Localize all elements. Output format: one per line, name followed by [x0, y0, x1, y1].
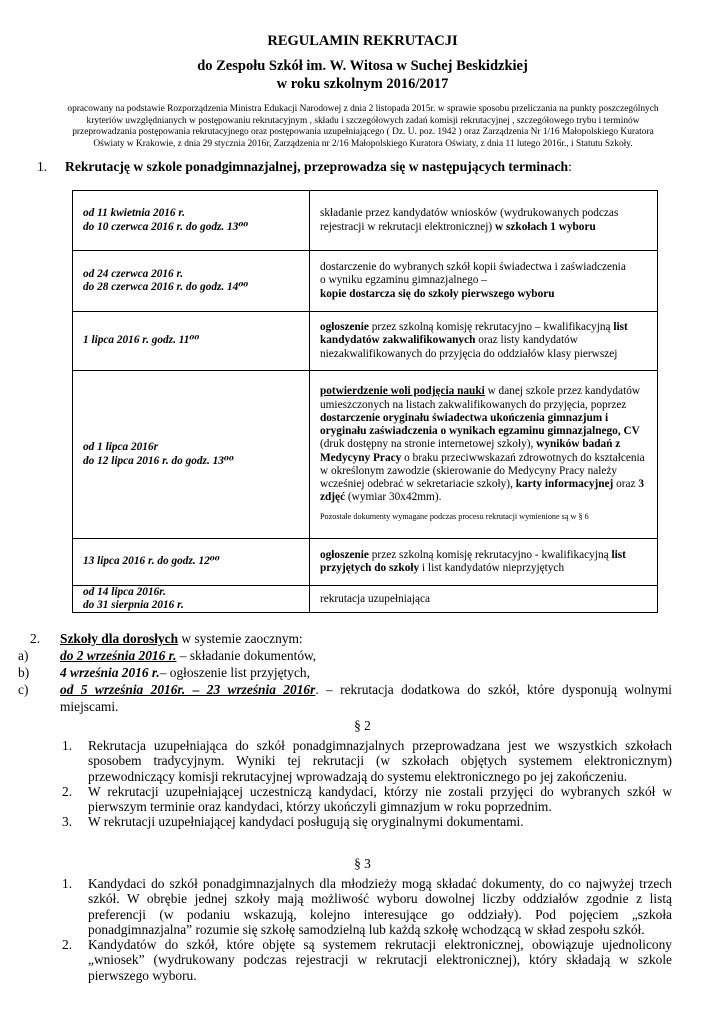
schedule-desc-3-bold1: ogłoszenie [320, 321, 369, 334]
section-2-item-b [18, 664, 672, 681]
schedule-desc-2-bold: kopie dostarcza się do szkoły pierwszego wyboru [320, 287, 555, 300]
schedule-desc-4-p8: oraz [613, 477, 639, 490]
section-2-adult-schools [18, 630, 672, 715]
schedule-date-2-line1: od 24 czerwca 2016 r. [83, 267, 184, 280]
schedule-desc-3-text1: przez szkolną komisję rekrutacyjno – kwalifikacyjną [368, 321, 614, 334]
schedule-row-3 [73, 312, 658, 371]
schedule-row-6 [73, 586, 658, 613]
schedule-date-2 [73, 251, 310, 312]
schedule-date-1 [73, 191, 310, 251]
schedule-row-1 [73, 191, 658, 251]
schedule-desc-5-text1: przez szkolną komisję rekrutacyjno - kwalifikacyjną [368, 548, 612, 561]
section-2-item-a-date: do 2 września 2016 r. [60, 648, 177, 663]
paragraph-3-item-1-text: Kandydaci do szkół ponadgimnazjalnych dla młodzieży mogą składać dokumenty, do co najwyżej trzech szkół. W obrębie jednej szkoły mają możliwość wyboru dowolnej liczby oddziałów zgodnie z listą preferencji (w podaniu wskazują, kolejno interesujące go oddziały). Pod pojęciem „szkoła ponadgimnazjalna” rozumie się szkołę samodzielną lub każdą szkołę wchodzącą w skład zespołu szkół. [88, 876, 672, 937]
paragraph-3-list [62, 876, 672, 983]
schedule-desc-4-p10: (wymiar 30x42mm). [345, 491, 442, 504]
schedule-date-5 [73, 539, 310, 586]
schedule-row-4 [73, 371, 658, 539]
section-2-item-c-text: . – rekrutacja dodatkowa do szkół, które dysponują wolnymi miejscami. [60, 682, 672, 714]
schedule-desc-3 [310, 312, 658, 371]
schedule-desc-4-p9: 3 zdjęć [320, 477, 645, 504]
section-1-heading [37, 159, 572, 175]
paragraph-3-item-1-number: 1. [62, 876, 73, 891]
section-2-item-b-label: b) [18, 665, 30, 680]
schedule-row-5 [73, 539, 658, 586]
section-1-number: 1. [37, 159, 48, 174]
paragraph-3-symbol: § 3 [354, 856, 371, 871]
section-2-number: 2. [30, 631, 41, 646]
paragraph-2-list [62, 738, 672, 830]
section-2-item-b-text: – ogłoszenie list przyjętych, [159, 665, 310, 680]
schedule-date-5-line1: 13 lipca 2016 r. do godz. 12⁰⁰ [83, 555, 220, 568]
paragraph-2-item-2-number: 2. [62, 783, 73, 799]
paragraph-2-item-1 [62, 738, 672, 784]
paragraph-2-item-1-number: 1. [62, 738, 73, 753]
paragraph-3-item-2-text: Kandydatów do szkół, które objęte są systemem rekrutacji elektronicznej, obowiązuje ujednolicony „wniosek” (wydrukowany podczas rejestracji w rekrutacji elektronicznej), który składają w szkole pierwszego wyboru. [88, 937, 672, 983]
schedule-date-2-line2: do 28 czerwca 2016 r. do godz. 14⁰⁰ [83, 281, 249, 293]
section-2-heading [30, 630, 672, 647]
schedule-desc-4-p5: wyników badań z Medycyny Pracy [320, 438, 621, 464]
schedule-date-1-line2: do 10 czerwca 2016 r. do godz. 13⁰⁰ [83, 220, 249, 233]
section-1-title: Rekrutację w szkole ponadgimnazjalnej, przeprowadza się w następujących terminach [65, 159, 569, 174]
document-subtitle-line1: do Zespołu Szkół im. W. Witosa w Suchej Beskidzkiej [197, 58, 528, 74]
schedule-date-4-line2: do 12 lipca 2016 r. do godz. 13⁰⁰ [83, 454, 234, 467]
schedule-desc-4-p7: karty informacyjnej [515, 477, 614, 490]
schedule-desc-4-p4: (druk dostępny na stronie internetowej szkoły), [320, 438, 537, 451]
schedule-desc-4 [310, 371, 658, 539]
schedule-date-3 [73, 312, 310, 371]
schedule-desc-3-bold2: list kandydatów zakwalifikowanych [320, 321, 628, 347]
schedule-desc-4-note: Pozostałe dokumenty wymagane podczas procesu rekrutacji wymienione są w § 6 [320, 512, 589, 522]
schedule-desc-4-p1: potwierdzenie woli podjęcia nauki [320, 385, 485, 398]
schedule-date-1-line1: od 11 kwietnia 2016 r. [83, 207, 186, 220]
schedule-date-6-line1: od 14 lipca 2016r. [83, 586, 166, 598]
schedule-desc-1-text: składanie przez kandydatów wniosków (wydrukowanych podczas rejestracji w rekrutacji elektronicznej) [320, 207, 619, 233]
schedule-desc-1-bold: w szkołach 1 wyboru [495, 220, 596, 233]
paragraph-2-item-3-text: W rekrutacji uzupełniającej kandydaci posługują się oryginalnymi dokumentami. [88, 814, 524, 830]
section-2-item-c-date: od 5 września 2016r. – 23 września 2016r [60, 682, 316, 697]
schedule-desc-2-line2: o wyniku egzaminu gimnazjalnego – [320, 274, 487, 287]
paragraph-3-item-1 [62, 876, 672, 937]
paragraph-2-item-1-text: Rekrutacja uzupełniająca do szkół ponadgimnazjalnych przeprowadzana jest we wszystkich szkołach sposobem tradycyjnym. Wyniki tej rekrutacji (w szkołach objętych systemem elektronicznym) przewodniczący komisji rekrutacyjnej wprowadzają do systemu elektronicznego po jej zakończeniu. [88, 738, 672, 784]
paragraph-2-symbol: § 2 [354, 718, 371, 733]
schedule-row-2 [73, 251, 658, 312]
schedule-date-4 [73, 371, 310, 539]
schedule-desc-6-text: rekrutacja uzupełniająca [320, 592, 431, 605]
schedule-desc-5-bold1: ogłoszenie [320, 548, 369, 561]
schedule-desc-5-text2: i list kandydatów nieprzyjętych [419, 562, 565, 574]
document-title: REGULAMIN REKRUTACJI [267, 33, 458, 49]
section-2-item-c [18, 681, 672, 715]
schedule-date-6-line2: do 31 sierpnia 2016 r. [83, 599, 184, 612]
paragraph-2-item-2 [62, 783, 672, 815]
schedule-table [72, 190, 658, 613]
schedule-desc-1 [310, 191, 658, 251]
schedule-desc-4-p3: dostarczenie oryginału świadectwa ukończenia gimnazjum i oryginału zaświadczenia o wynikach egzaminu gimnazjalnego, CV [320, 411, 640, 438]
schedule-desc-6 [310, 586, 658, 613]
schedule-desc-5-bold2: list przyjętych do szkoły [320, 548, 626, 574]
schedule-date-4-line1: od 1 lipca 2016r [83, 441, 158, 454]
schedule-date-3-line1: 1 lipca 2016 r. godz. 11⁰⁰ [83, 334, 200, 347]
schedule-desc-5 [310, 539, 658, 586]
section-2-heading-rest: w systemie zaocznym: [178, 631, 303, 646]
schedule-desc-2 [310, 251, 658, 312]
schedule-desc-2-line1: dostarczenie do wybranych szkół kopii świadectwa i zaświadczenia [320, 261, 626, 274]
schedule-desc-4-p6: o braku przeciwwskazań zdrowotnych do kształcenia w określonym zawodzie (skierowanie do Medycyny Pracy należy wcześniej odebrać w sekretariacie szkoły), [320, 451, 645, 490]
document-subtitle-line2: w roku szkolnym 2016/2017 [276, 76, 449, 92]
schedule-desc-3-text2: oraz listy kandydatów niezakwalifikowanych do przyjęcia do oddziałów klasy pierwszej [320, 334, 618, 360]
schedule-desc-4-p2: w danej szkole przez kandydatów umieszczonych na listach zakwalifikowanych do przyjęcia, poprzez [320, 385, 641, 411]
section-2-item-c-label: c) [18, 682, 29, 697]
paragraph-2-item-3 [62, 814, 672, 830]
paragraph-2-item-2-text: W rekrutacji uzupełniającej uczestniczą kandydaci, którzy nie zostali przyjęci do wybranych szkół w pierwszym terminie oraz kandydaci, którzy ukończyli gimnazjum w roku poprzednim. [88, 783, 672, 815]
section-2-item-b-date: 4 września 2016 r. [60, 665, 160, 680]
section-2-item-a [18, 647, 672, 664]
legal-basis-text: opracowany na podstawie Rozporządzenia Ministra Edukacji Narodowej z dnia 2 listopada 2015r. w sprawie sposobu przeliczania na punkty poszczególnych kryteriów uwzględnianych w postępowaniu rekrutacyjnym , składu i szczegółowych zadań komisji rekrutacyjnej , szczegółowego trybu i terminów przeprowadzania postępowania rekrutacyjnego oraz postępowania uzupełniającego ( Dz. U. poz. 1942 ) oraz Zarządzenia Nr 1/16 Małopolskiego Kuratora Oświaty w Krakowie, z dnia 29 stycznia 2016r, Zarządzenia nr 2/16 Małopolskiego Kuratora Oświaty, z dnia 11 lutego 2016r., i Statutu Szkoły. [67, 104, 659, 149]
section-2-item-a-text: – składanie dokumentów, [176, 648, 317, 663]
paragraph-3-item-2 [62, 937, 672, 983]
section-1-colon: : [568, 159, 572, 174]
schedule-date-6 [73, 586, 310, 613]
section-2-heading-underlined: Szkoły dla dorosłych [60, 631, 179, 646]
paragraph-2-item-3-number: 3. [62, 814, 73, 830]
section-2-item-a-label: a) [18, 648, 29, 663]
paragraph-3-item-2-number: 2. [62, 937, 73, 953]
